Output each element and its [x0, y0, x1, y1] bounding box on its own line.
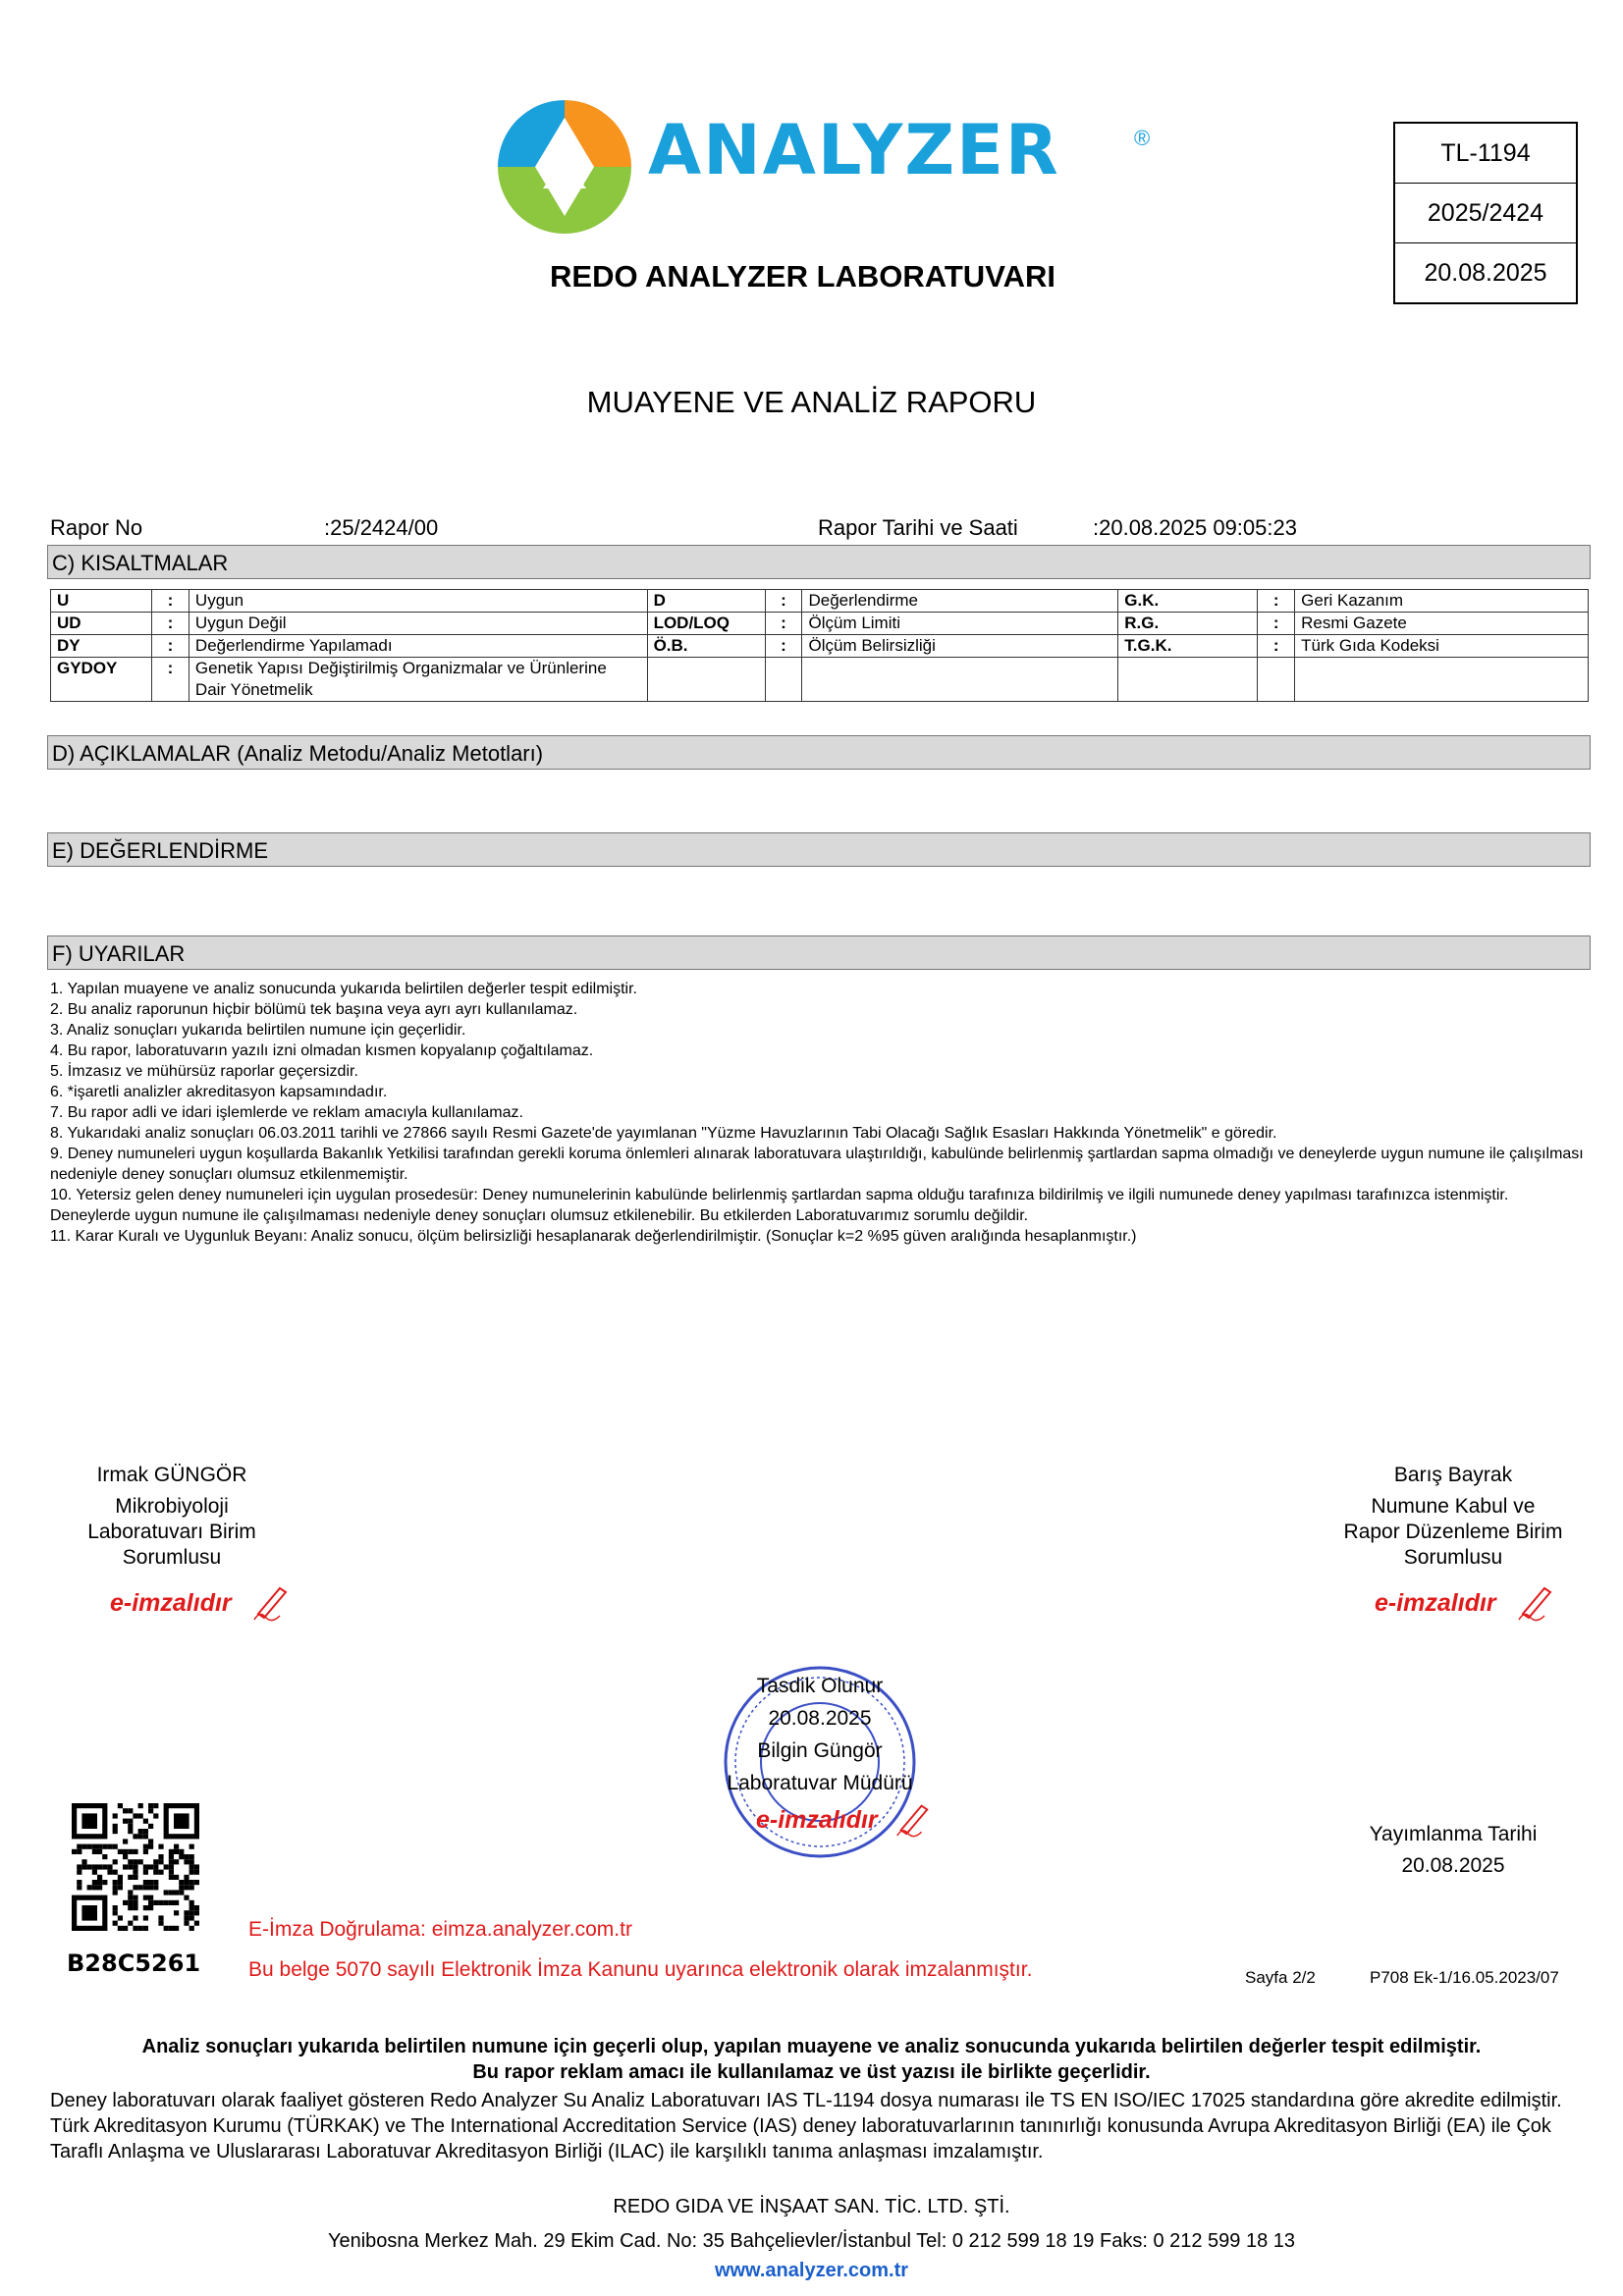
warning-item: 6. *işaretli analizler akreditasyon kapsamındadır. [50, 1084, 388, 1100]
abbreviation-colon: : [765, 590, 802, 613]
publish-date: 20.08.2025 [1401, 1854, 1505, 1877]
abbreviation-row [51, 658, 1589, 702]
signature-left [39, 1463, 304, 1571]
abbreviation-key: UD [51, 613, 152, 635]
abbreviation-value: Resmi Gazete [1295, 613, 1589, 635]
footer-notice [0, 2034, 1623, 2085]
section-descriptions: D) AÇIKLAMALAR (Analiz Metodu/Analiz Metotları) [47, 735, 1591, 770]
signer-name: Irmak GÜNGÖR [96, 1464, 247, 1486]
abbreviation-colon: : [1258, 635, 1295, 658]
section-warnings: F) UYARILAR [47, 935, 1591, 970]
signer-name: Barış Bayrak [1393, 1464, 1513, 1486]
signer-title-line: Sorumlusu [122, 1546, 222, 1569]
signature-right [1306, 1463, 1600, 1571]
pen-icon [250, 1580, 292, 1622]
approval-line: Tasdik Olunur [756, 1675, 884, 1697]
lab-name: REDO ANALYZER LABORATUVARI [550, 259, 1055, 294]
report-id-box [1393, 122, 1578, 304]
abbreviation-value: Uygun [189, 590, 647, 613]
company-address: Yenibosna Merkez Mah. 29 Ekim Cad. No: 35 Bahçelievler/İstanbul Tel: 0 212 599 18 19 Faks: 0 212 599 18 13 [327, 2230, 1296, 2252]
abbreviation-key: GYDOY [51, 658, 152, 702]
law-notice: Bu belge 5070 sayılı Elektronik İmza Kanunu uyarınca elektronik olarak imzalanmıştır. [248, 1958, 1033, 1981]
accreditation-text: Türk Akreditasyon Kurumu (TÜRKAK) ve The International Accreditation Service (IAS) deney laboratuvarlarının tanınırlığı konusunda Avrupa Akreditasyon Birliği (EA) ile Çok Taraflı Anlaşma ve Uluslararası Laboratuvar Akreditasyon Birliği (ILAC) ile karşılıklı tanıma anlaşması imzalamıştır. [50, 2115, 1551, 2163]
pen-icon [893, 1798, 933, 1838]
publish-info [1335, 1819, 1571, 1882]
warning-item: 4. Bu rapor, laboratuvarın yazılı izni olmadan kısmen kopyalanıp çoğaltılamaz. [50, 1042, 594, 1059]
abbreviation-value: Türk Gıda Kodeksi [1295, 635, 1589, 658]
analyzer-logo-icon [496, 98, 633, 236]
abbreviation-row [51, 590, 1589, 613]
warning-item: 8. Yukarıdaki analiz sonuçları 06.03.2011 tarihli ve 27866 sayılı Resmi Gazete'de yayımlanan "Yüzme Havuzlarının Tabi Olacağı Sağlık Esasları Hakkında Yönetmelik" e göredir. [50, 1125, 1277, 1142]
approver-name: Bilgin Güngör [757, 1739, 883, 1762]
abbreviation-value: Uygun Değil [189, 613, 647, 635]
abbreviation-value: Geri Kazanım [1295, 590, 1589, 613]
abbreviation-key [647, 658, 765, 702]
section-abbreviations: C) KISALTMALAR [47, 545, 1591, 579]
abbreviation-row [51, 635, 1589, 658]
report-number: 2025/2424 [1395, 184, 1576, 243]
abbreviation-key: D [647, 590, 765, 613]
signer-title-line: Numune Kabul ve [1371, 1495, 1536, 1518]
abbreviation-value: Genetik Yapısı Değiştirilmiş Organizmalar ve Ürünlerine Dair Yönetmelik [189, 658, 647, 702]
abbreviations-table [50, 589, 1589, 702]
signer-title-line: Laboratuvarı Birim [87, 1521, 256, 1543]
abbreviation-colon: : [1258, 613, 1295, 635]
section-evaluation: E) DEĞERLENDİRME [47, 832, 1591, 867]
abbreviation-value: Ölçüm Belirsizliği [802, 635, 1118, 658]
report-title: MUAYENE VE ANALİZ RAPORU [586, 385, 1037, 419]
approver-title: Laboratuvar Müdürü [727, 1772, 913, 1794]
warning-item: 11. Karar Kuralı ve Uygunluk Beyanı: Analiz sonucu, ölçüm belirsizliği hesaplanarak değerlendirilmiştir. (Sonuçlar k=2 %95 güven aralığında hesaplanmıştır.) [50, 1228, 1137, 1245]
accreditation-text: Deney laboratuvarı olarak faaliyet gösteren Redo Analyzer Su Analiz Laboratuvarı IAS TL-1194 dosya numarası ile TS EN ISO/IEC 17025 standardına göre akredite edilmiştir. [50, 2090, 1562, 2111]
abbreviation-value [802, 658, 1118, 702]
abbreviation-value: Değerlendirme [802, 590, 1118, 613]
warning-item: 9. Deney numuneleri uygun koşullarda Bakanlık Yetkilisi tarafından gerekli koruma önlemleri alınarak laboratuvara ulaştırıldığı, kabulünde belirlenmiş şartlardan sapma olmadığı ve deneylerde uygun numune ile çalışılması nedeniyle deney sonuçları olumsuz etkilenmemiştir. [50, 1146, 1584, 1183]
abbreviation-key: G.K. [1118, 590, 1258, 613]
abbreviation-colon: : [1258, 590, 1295, 613]
verification-code: B28C5261 [67, 1949, 201, 1977]
warnings-list [50, 979, 1592, 1247]
brand-name: ANALYZER [648, 110, 1060, 190]
signer-title-line: Rapor Düzenleme Birim [1343, 1521, 1563, 1543]
report-date: 20.08.2025 [1424, 259, 1547, 287]
abbreviation-colon: : [765, 635, 802, 658]
abbreviation-key: Ö.B. [647, 635, 765, 658]
footer-accreditation [50, 2088, 1582, 2164]
abbreviation-key: DY [51, 635, 152, 658]
abbreviation-key: U [51, 590, 152, 613]
approval-date: 20.08.2025 [768, 1707, 872, 1730]
company-name: REDO GIDA VE İNŞAAT SAN. TİC. LTD. ŞTİ. [613, 2196, 1010, 2217]
website-link[interactable]: www.analyzer.com.tr [714, 2260, 909, 2281]
abbreviation-value [1295, 658, 1589, 702]
registered-mark: ® [1134, 126, 1151, 150]
e-signature-left: e-imzalıdır [110, 1589, 232, 1617]
footer-notice-line: Analiz sonuçları yukarıda belirtilen numune için geçerli olup, yapılan muayene ve analiz sonucunda yukarıda belirtilen değerler tespit edilmiştir. [141, 2036, 1482, 2057]
abbreviation-value: Ölçüm Limiti [802, 613, 1118, 635]
abbreviation-colon [765, 658, 802, 702]
footer-notice-line: Bu rapor reklam amacı ile kullanılamaz ve üst yazısı ile birlikte geçerlidir. [472, 2061, 1151, 2083]
page-number: Sayfa 2/2 [1245, 1968, 1316, 1987]
abbreviation-row [51, 613, 1589, 635]
abbreviation-colon: : [151, 658, 189, 702]
verification-link[interactable]: E-İmza Doğrulama: eimza.analyzer.com.tr [248, 1918, 632, 1941]
abbreviation-value: Değerlendirme Yapılamadı [189, 635, 647, 658]
qr-code[interactable] [72, 1803, 199, 1931]
warning-item: 5. İmzasız ve mühürsüz raporlar geçersizdir. [50, 1063, 358, 1080]
report-date-value: :20.08.2025 09:05:23 [1093, 515, 1297, 540]
warning-item: 1. Yapılan muayene ve analiz sonucunda yukarıda belirtilen değerler tespit edilmiştir. [50, 981, 637, 997]
abbreviation-colon: : [765, 613, 802, 635]
accreditation-no: TL-1194 [1395, 124, 1576, 184]
warning-item: 7. Bu rapor adli ve idari işlemlerde ve reklam amacıyla kullanılamaz. [50, 1104, 523, 1121]
report-no-value: :25/2424/00 [324, 515, 439, 540]
signature-center [687, 1670, 952, 1799]
form-code: P708 Ek-1/16.05.2023/07 [1370, 1968, 1559, 1987]
abbreviation-key: LOD/LOQ [647, 613, 765, 635]
publish-label: Yayımlanma Tarihi [1369, 1823, 1538, 1845]
report-date-label: Rapor Tarihi ve Saati [818, 515, 1018, 540]
report-no-label: Rapor No [50, 515, 143, 540]
warning-item: 3. Analiz sonuçları yukarıda belirtilen numune için geçerlidir. [50, 1022, 466, 1039]
e-signature-center: e-imzalıdır [756, 1806, 878, 1834]
abbreviation-key [1118, 658, 1258, 702]
e-signature-right: e-imzalıdır [1375, 1589, 1496, 1617]
pen-icon [1515, 1580, 1556, 1622]
abbreviation-colon [1258, 658, 1295, 702]
warning-item: 10. Yetersiz gelen deney numuneleri için uygulan prosedesür: Deney numunelerinin kabulünde belirlenmiş şartlardan sapma olduğu tarafınıza bildirilmiş ve ilgili numunede deney yapılması tarafınızca istenmiştir. Deneylerde uygun numune ile çalışılmaması nedeniyle deney sonuçları olumsuz etkilenebilir. Bu etkilerden Laboratuvarımız sorumlu değildir. [50, 1187, 1509, 1224]
abbreviation-colon: : [151, 635, 189, 658]
signer-title-line: Mikrobiyoloji [115, 1495, 229, 1518]
signer-title-line: Sorumlusu [1403, 1546, 1503, 1569]
warning-item: 2. Bu analiz raporunun hiçbir bölümü tek başına veya ayrı ayrı kullanılamaz. [50, 1001, 578, 1018]
abbreviation-key: T.G.K. [1118, 635, 1258, 658]
abbreviation-key: R.G. [1118, 613, 1258, 635]
abbreviation-colon: : [151, 613, 189, 635]
abbreviation-colon: : [151, 590, 189, 613]
